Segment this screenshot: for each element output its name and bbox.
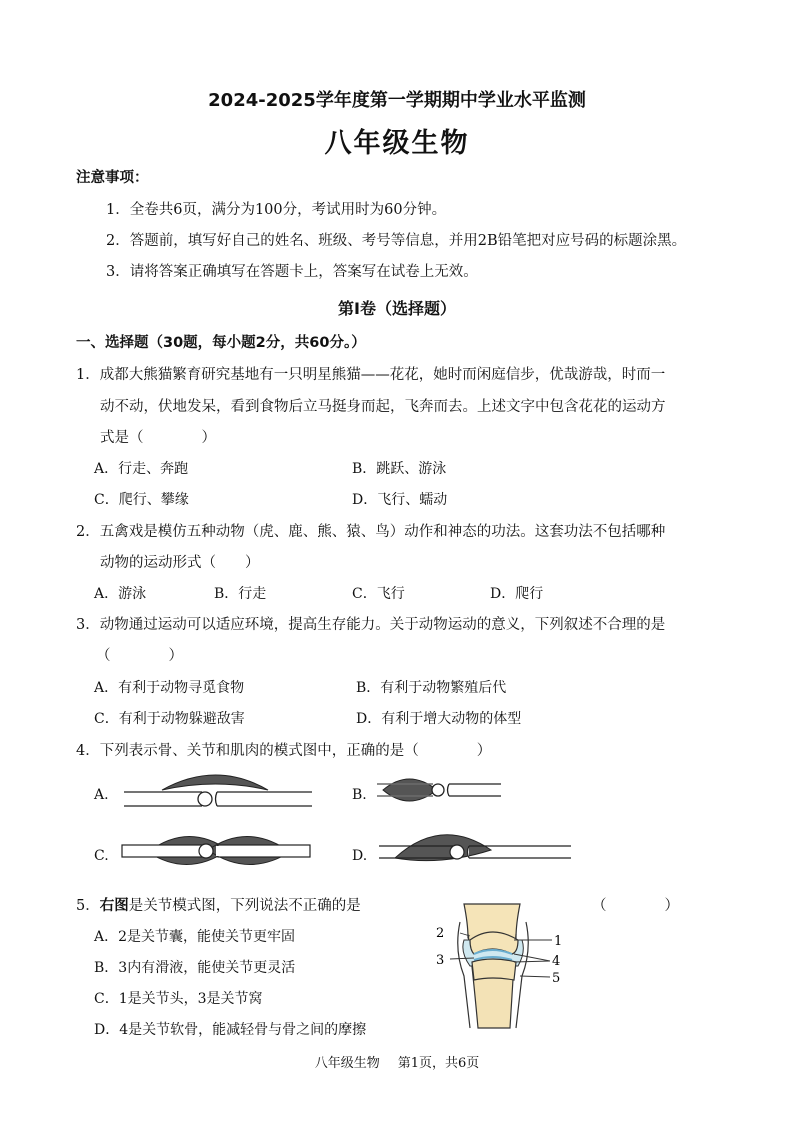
bone-muscle-diagram-b xyxy=(375,766,505,816)
question-3-option-b: B．有利于动物繁殖后代 xyxy=(356,680,507,696)
question-1-option-b: B．跳跃、游泳 xyxy=(352,461,447,477)
question-1-line: 式是（ ） xyxy=(100,430,216,446)
question-2-option-b: B．行走 xyxy=(214,586,267,602)
question-3-option-d: D．有利于增大动物的体型 xyxy=(356,711,522,727)
footer-subject: 八年级生物 xyxy=(314,1056,380,1071)
question-1-line: 1．成都大熊猫繁育研究基地有一只明星熊猫——花花，她时而闲庭信步，优哉游哉，时而一 xyxy=(76,367,666,383)
question-4-option-d: D. xyxy=(352,848,368,864)
question-4-option-b: B. xyxy=(352,787,367,803)
bone-muscle-diagram-c xyxy=(118,826,318,880)
question-4-option-c: C. xyxy=(94,848,109,864)
notice-heading: 注意事项： xyxy=(76,170,149,186)
question-1-option-d: D．飞行、蠕动 xyxy=(352,492,448,508)
question-2-option-c: C．飞行 xyxy=(352,586,405,602)
bone-muscle-diagram-d xyxy=(375,826,575,880)
joint-diagram xyxy=(430,900,570,1030)
section-title: 一、选择题（30题，每小题2分，共60分。） xyxy=(76,335,366,351)
bone-muscle-diagram-a xyxy=(118,770,318,826)
joint-label-1: 1 xyxy=(554,934,563,949)
joint-label-5: 5 xyxy=(552,971,561,986)
exam-subject: 八年级生物 xyxy=(324,128,470,159)
notice-item: 3．请将答案正确填写在答题卡上，答案写在试卷上无效。 xyxy=(106,264,478,280)
question-4-option-a: A. xyxy=(94,787,109,803)
question-5-option-d: D．4是关节软骨，能减轻骨与骨之间的摩擦 xyxy=(94,1022,367,1038)
footer-page-number: 第1页，共6页 xyxy=(397,1056,480,1071)
question-3-line: （ ） xyxy=(96,648,183,664)
question-4-line: 4．下列表示骨、关节和肌肉的模式图中，正确的是（ ） xyxy=(76,743,492,759)
question-5-stem xyxy=(76,894,361,915)
question-2-line: 动物的运动形式（ ） xyxy=(100,555,260,571)
question-3-line: 3．动物通过运动可以适应环境，提高生存能力。关于动物运动的意义，下列叙述不合理的是 xyxy=(76,617,666,633)
question-1-option-a: A．行走、奔跑 xyxy=(94,461,189,477)
question-1-line: 动不动，伏地发呆，看到食物后立马挺身而起，飞奔而去。上述文字中包含花花的运动方 xyxy=(100,399,666,415)
question-2-option-d: D．爬行 xyxy=(490,586,544,602)
question-1-option-c: C．爬行、攀缘 xyxy=(94,492,189,508)
exam-title: 2024-2025学年度第一学期期中学业水平监测 xyxy=(208,90,586,111)
question-5-option-b: B．3内有滑液，能使关节更灵活 xyxy=(94,960,296,976)
question-5-text: 是关节模式图，下列说法不正确的是 xyxy=(128,898,361,914)
question-2-line: 2．五禽戏是模仿五种动物（虎、鹿、熊、猿、鸟）动作和神态的功法。这套功法不包括哪种 xyxy=(76,524,666,540)
question-3-option-a: A．有利于动物寻觅食物 xyxy=(94,680,245,696)
question-5-number: 5． xyxy=(76,898,100,914)
question-5-option-a: A．2是关节囊，能使关节更牢固 xyxy=(94,929,296,945)
question-5-answer-blank: （ ） xyxy=(592,898,679,914)
question-3-option-c: C．有利于动物躲避敌害 xyxy=(94,711,245,727)
question-5-figure-ref: 右图 xyxy=(99,897,129,914)
joint-label-4: 4 xyxy=(552,954,561,969)
notice-item: 2．答题前，填写好自己的姓名、班级、考号等信息，并用2B铅笔把对应号码的标题涂黑。 xyxy=(106,233,687,249)
part-title: 第Ⅰ卷（选择题） xyxy=(338,299,456,318)
notice-item: 1．全卷共6页，满分为100分，考试用时为60分钟。 xyxy=(106,202,447,218)
joint-label-2: 2 xyxy=(436,926,445,941)
page-footer xyxy=(0,1052,794,1071)
question-2-option-a: A．游泳 xyxy=(94,586,147,602)
question-5-option-c: C．1是关节头，3是关节窝 xyxy=(94,991,263,1007)
joint-label-3: 3 xyxy=(436,953,445,968)
